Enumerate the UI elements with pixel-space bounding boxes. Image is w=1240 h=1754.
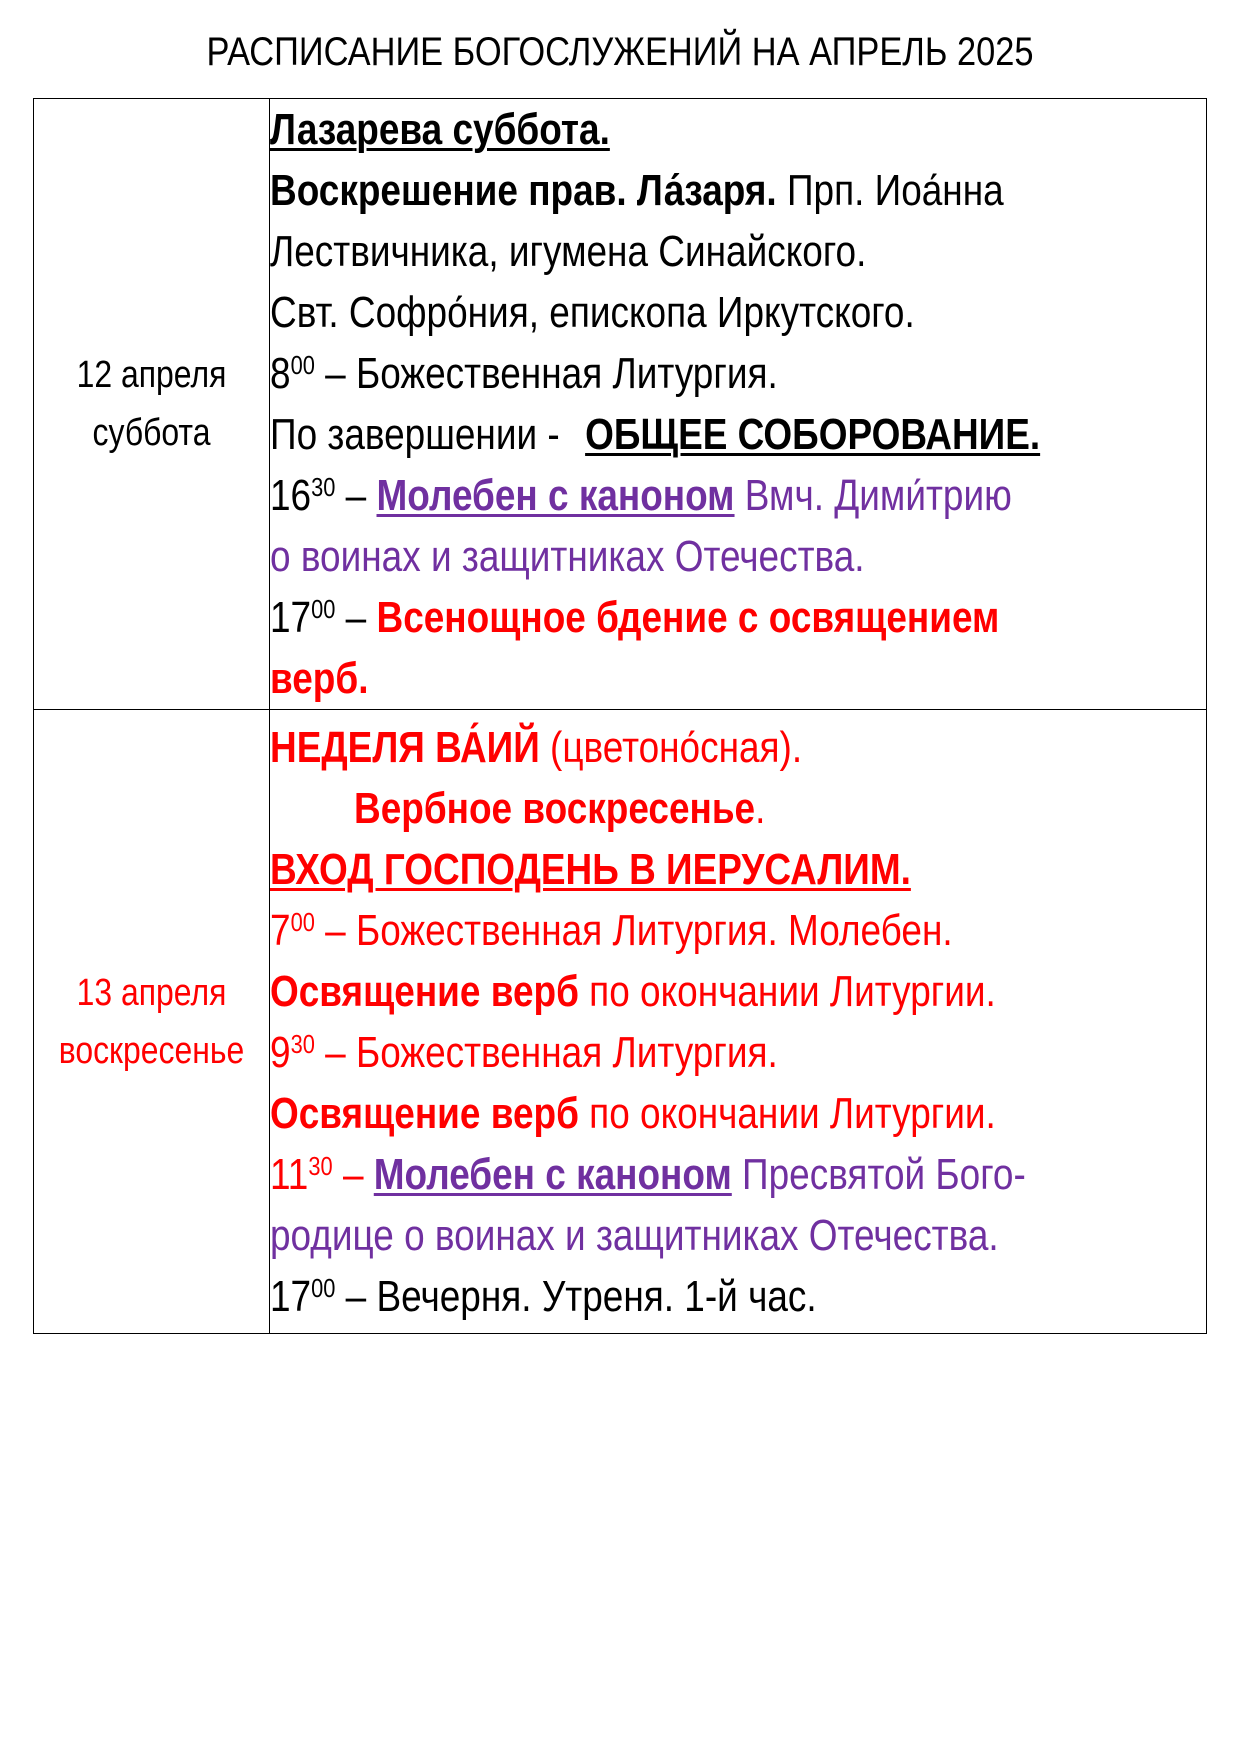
day-weekday: воскресенье	[58, 1029, 245, 1072]
services-cell	[270, 710, 1207, 1334]
service-text: – Божественная Литургия.	[314, 349, 778, 398]
service-line: верб.	[270, 654, 369, 703]
service-emphasis: Освящение верб	[270, 1088, 579, 1138]
service-text: – Божественная Литургия. Молебен.	[314, 905, 953, 955]
feast-line	[270, 99, 1194, 160]
feast-punct: .	[755, 783, 766, 833]
service-hour: 11	[270, 1149, 309, 1199]
service-text: по окончании Литургии.	[578, 1088, 996, 1138]
service-dash: –	[332, 1149, 374, 1199]
service-hour: 8	[270, 349, 291, 398]
service-emphasis: ОБЩЕЕ СОБОРОВАНИЕ.	[585, 410, 1041, 459]
service-dash: –	[335, 471, 377, 520]
feast-name: НЕДЕЛЯ ВА́ИЙ	[270, 722, 540, 772]
day-date: 13 апреля	[76, 971, 227, 1014]
feast-line	[270, 717, 1194, 778]
service-emphasis: Молебен с каноном	[373, 1149, 732, 1199]
saint-bold: Воскрешение прав. Ла́заря.	[270, 166, 777, 215]
day-date: 12 апреля	[76, 354, 227, 396]
service-minutes: 00	[290, 906, 315, 937]
service-hour: 16	[270, 471, 312, 520]
service-line	[270, 465, 1194, 526]
day-weekday: суббота	[92, 412, 211, 454]
service-minutes: 00	[311, 594, 336, 624]
feast-subtitle: (цветоно́сная).	[539, 722, 803, 772]
service-text: По завершении -	[270, 410, 570, 459]
table-row	[34, 710, 1207, 1334]
service-hour: 17	[270, 1271, 312, 1321]
feast-name: ВХОД ГОСПОДЕНЬ В ИЕРУСАЛИМ.	[270, 844, 911, 894]
page-title: РАСПИСАНИЕ БОГОСЛУЖЕНИЙ НА АПРЕЛЬ 2025	[206, 30, 1034, 74]
schedule-table	[33, 98, 1207, 1334]
service-line	[270, 1083, 1194, 1144]
date-cell	[34, 99, 270, 710]
service-line: родице о воинах и защитниках Отечества.	[270, 1210, 999, 1260]
service-line: о воинах и защитниках Отечества.	[270, 532, 865, 581]
service-line	[270, 1266, 1194, 1327]
service-text: Вмч. Дими́трию	[734, 471, 1012, 520]
feast-name: Лазарева суббота.	[270, 105, 610, 154]
table-row	[34, 99, 1207, 710]
feast-line	[270, 778, 1194, 839]
feast-line	[270, 839, 1194, 900]
service-text: Пресвятой Бого-	[731, 1149, 1026, 1199]
service-hour: 17	[270, 593, 312, 642]
service-minutes: 00	[311, 1272, 336, 1303]
service-minutes: 30	[308, 1150, 333, 1181]
service-dash: –	[335, 593, 377, 642]
date-cell	[34, 710, 270, 1334]
services-cell	[270, 99, 1207, 710]
feast-name: Вербное воскресенье	[354, 783, 756, 833]
service-minutes: 30	[311, 472, 336, 502]
service-line	[270, 961, 1194, 1022]
service-emphasis: Всенощное бдение с освящением	[376, 593, 1000, 642]
service-emphasis: Освящение верб	[270, 966, 579, 1016]
service-minutes: 30	[290, 1028, 315, 1059]
service-line	[270, 900, 1194, 961]
saint-text: Прп. Иоа́нна	[776, 166, 1004, 215]
saint-line: Лествичника, игумена Синайского.	[270, 227, 867, 276]
service-emphasis: Молебен с каноном	[376, 471, 735, 520]
service-minutes: 00	[290, 350, 315, 380]
service-text: – Божественная Литургия.	[314, 1027, 778, 1077]
service-hour: 9	[270, 1027, 291, 1077]
service-line	[270, 1144, 1194, 1205]
service-hour: 7	[270, 905, 291, 955]
saint-line: Свт. Софро́ния, епископа Иркутского.	[270, 288, 915, 337]
service-line	[270, 343, 1194, 404]
service-text: – Вечерня. Утреня. 1-й час.	[335, 1271, 817, 1321]
service-text: по окончании Литургии.	[578, 966, 996, 1016]
service-line	[270, 587, 1194, 648]
saint-line	[270, 160, 1194, 221]
service-line	[270, 404, 1194, 465]
service-line	[270, 1022, 1194, 1083]
